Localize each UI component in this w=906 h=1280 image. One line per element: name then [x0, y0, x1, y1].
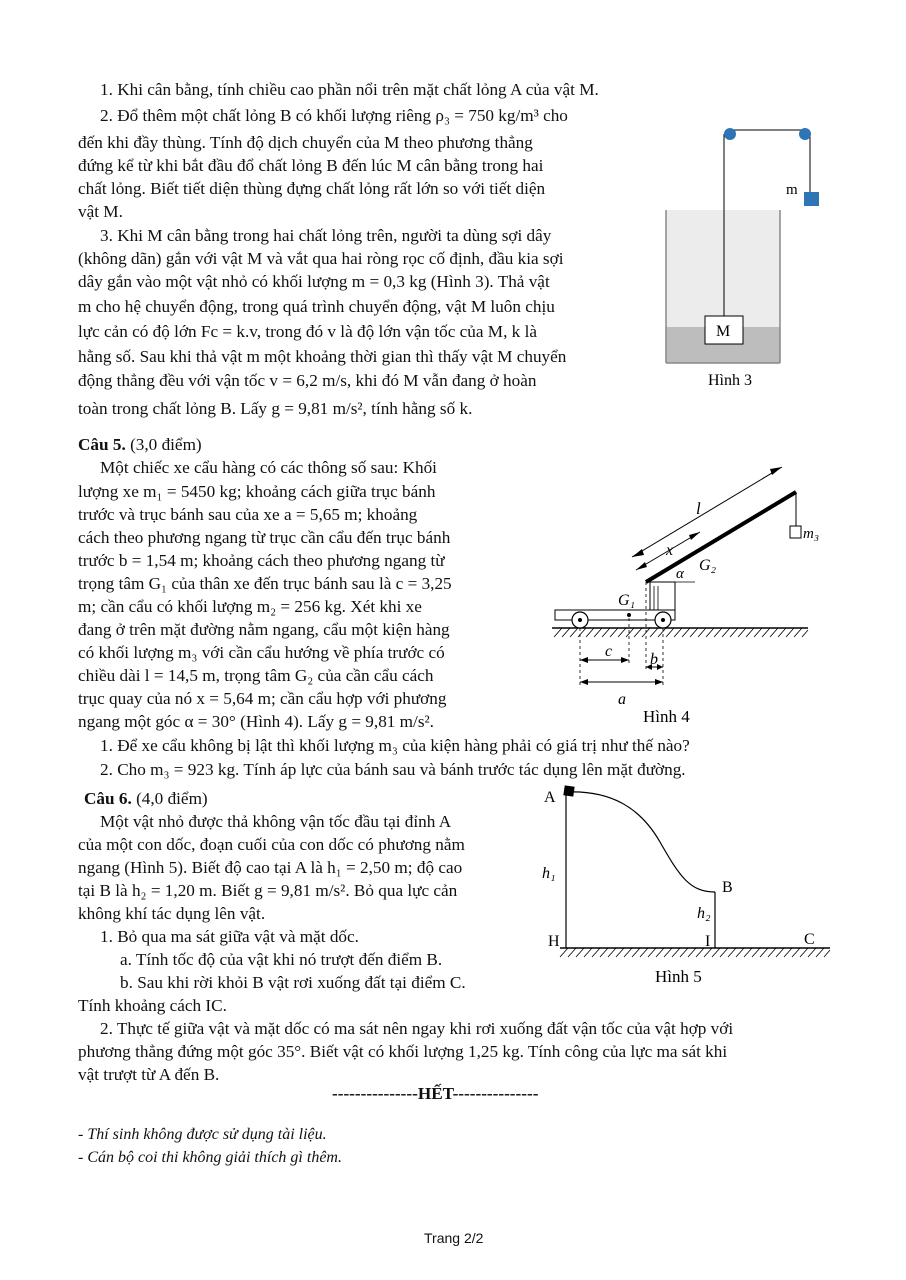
label-g2: G₂ [699, 557, 717, 574]
q5-line: lượng xe m₁ = 5450 kg; khoảng cách giữa trục bánh [78, 482, 436, 501]
q4-line: động thẳng đều với vận tốc v = 6,2 m/s, khi đó M vẫn đang ở hoàn [78, 371, 537, 390]
label-h2: h₂ [697, 905, 711, 922]
q5-line: cách theo phương ngang từ trục cần cẩu đến trục bánh [78, 528, 451, 547]
q6-line: tại B là h₂ = 1,20 m. Biết g = 9,81 m/s². Bỏ qua lực cản [78, 881, 458, 900]
q6-line: Một vật nhỏ được thả không vận tốc đầu tại đỉnh A [100, 812, 452, 831]
figure-3 [660, 120, 835, 395]
figure-5 [540, 782, 835, 992]
q5-line: m; cần cẩu có khối lượng m₂ = 256 kg. Xét khi xe [78, 597, 422, 616]
q6-line: không khí tác dụng lên vật. [78, 904, 266, 923]
q4-line: đứng kể từ khi bắt đầu đổ chất lỏng B đến lúc M cân bằng trong hai [78, 156, 544, 175]
figure-4-caption: Hình 4 [643, 707, 690, 726]
q5-heading [78, 433, 202, 456]
q5-line: trọng tâm G₁ của thân xe đến trục bánh sau là c = 3,25 [78, 574, 452, 593]
q4-line: m cho hệ chuyển động, trong quá trình chuyển động, vật M luôn chịu [78, 297, 555, 316]
q5-line: trục quay của nó x = 5,64 m; cần cẩu hợp với phương [78, 689, 447, 708]
cargo-m3 [790, 526, 801, 538]
figure-3-caption: Hình 3 [708, 372, 752, 389]
label-l: l [696, 499, 701, 518]
q4-part1: 1. Khi cân bằng, tính chiều cao phần nổi trên mặt chất lỏng A của vật M. [100, 80, 599, 99]
q5-line: trước b = 1,54 m; khoảng cách theo phương ngang từ [78, 551, 445, 570]
page-number: Trang 2/2 [424, 1230, 484, 1246]
q5-line: có khối lượng m₃ với cần cẩu hướng về phía trước có [78, 643, 445, 662]
crane-boom [646, 492, 796, 582]
end-mark: ---------------HẾT--------------- [332, 1084, 539, 1103]
tank-liquid-a [666, 210, 780, 327]
label-x: x [666, 542, 674, 559]
label-c: c [605, 643, 613, 660]
label-alpha: α [676, 566, 684, 582]
q6-line: ngang (Hình 5). Biết độ cao tại A là h₁ = 2,50 m; độ cao [78, 858, 463, 877]
label-B: B [722, 879, 733, 896]
mass-m-block [804, 192, 819, 206]
q5-line: đang ở trên mặt đường nằm ngang, cẩu một kiện hàng [78, 620, 450, 639]
q4-part3: 3. Khi M cân bằng trong hai chất lỏng trên, người ta dùng sợi dây [100, 226, 552, 245]
label-H: H [548, 933, 560, 950]
pulley-left [724, 128, 736, 140]
q4-part2: 2. Đổ thêm một chất lỏng B có khối lượng riêng ρ₃ = 750 kg/m³ cho [100, 106, 568, 125]
q5-question-2: 2. Cho m₃ = 923 kg. Tính áp lực của bánh sau và bánh trước tác dụng lên mặt đường. [100, 760, 686, 779]
label-C: C [804, 931, 815, 948]
q5-line: ngang một góc α = 30° (Hình 4). Lấy g = 9,81 m/s². [78, 712, 434, 731]
q5-line: trước và trục bánh sau của xe a = 5,65 m; khoảng [78, 505, 418, 524]
note-line: - Cán bộ coi thi không giải thích gì thêm. [78, 1149, 342, 1166]
label-M: M [716, 323, 731, 340]
q4-line: chất lỏng. Biết tiết diện thùng đựng chất lỏng rất lớn so với tiết diện [78, 179, 546, 198]
label-A: A [544, 789, 556, 806]
q5-question-1: 1. Để xe cẩu không bị lật thì khối lượng m₃ của kiện hàng phải có giá trị như thế nào? [100, 736, 690, 755]
q6-line: Tính khoảng cách IC. [78, 996, 227, 1015]
small-object [563, 785, 574, 796]
q6-part2: 2. Thực tế giữa vật và mặt dốc có ma sát nên ngay khi rơi xuống đất vận tốc của vật hợp với [100, 1019, 734, 1038]
q5-title: Câu 5. [78, 435, 126, 454]
q6-line: của một con dốc, đoạn cuối của con dốc có phương nằm [78, 835, 465, 854]
q6-part1a: a. Tính tốc độ của vật khi nó trượt đến điểm B. [120, 950, 443, 969]
q6-line: vật trượt từ A đến B. [78, 1065, 220, 1084]
figure-4 [550, 460, 820, 730]
label-g1: G₁ [618, 592, 636, 609]
q6-points: (4,0 điểm) [136, 789, 208, 808]
q4-line: đến khi đầy thùng. Tính độ dịch chuyển của M theo phương thẳng [78, 133, 533, 152]
q5-line: Một chiếc xe cẩu hàng có các thông số sau: Khối [100, 458, 437, 477]
q4-line: lực cản có độ lớn Fc = k.v, trong đó v là độ lớn vận tốc của M, k là [78, 322, 537, 341]
label-m3: m₃ [803, 526, 820, 542]
q5-line: chiều dài l = 14,5 m, trọng tâm G₂ của cần cẩu cách [78, 666, 434, 685]
label-h1: h₁ [542, 865, 556, 882]
ground-hatch [554, 628, 808, 637]
label-b: b [650, 651, 658, 668]
g1-point [627, 613, 631, 617]
q4-line: dây gắn vào một vật nhỏ có khối lượng m = 0,3 kg (Hình 3). Thả vật [78, 272, 550, 291]
label-m: m [786, 182, 798, 198]
q4-line: toàn trong chất lỏng B. Lấy g = 9,81 m/s², tính hằng số k. [78, 399, 473, 418]
pulley-right [799, 128, 811, 140]
q6-title: Câu 6. [84, 789, 132, 808]
slope-curve [566, 792, 715, 892]
q4-line: hằng số. Sau khi thả vật m một khoảng thời gian thì thấy vật M chuyển [78, 347, 567, 366]
q6-heading [84, 787, 208, 810]
label-I: I [705, 933, 711, 950]
q4-line: vật M. [78, 202, 123, 221]
figure-5-caption: Hình 5 [655, 967, 702, 986]
label-a: a [618, 691, 626, 708]
q6-line: phương thẳng đứng một góc 35°. Biết vật có khối lượng 1,25 kg. Tính công của lực ma sát khi [78, 1042, 728, 1061]
note-line: - Thí sinh không được sử dụng tài liệu. [78, 1126, 327, 1143]
q6-part1: 1. Bỏ qua ma sát giữa vật và mặt dốc. [100, 927, 359, 946]
q5-points: (3,0 điểm) [130, 435, 202, 454]
q4-line: (không dãn) gắn với vật M và vắt qua hai ròng rọc cố định, đầu kia sợi [78, 249, 564, 268]
q6-part1b: b. Sau khi rời khỏi B vật rơi xuống đất tại điểm C. [120, 973, 466, 992]
ground-hatch [560, 948, 830, 957]
